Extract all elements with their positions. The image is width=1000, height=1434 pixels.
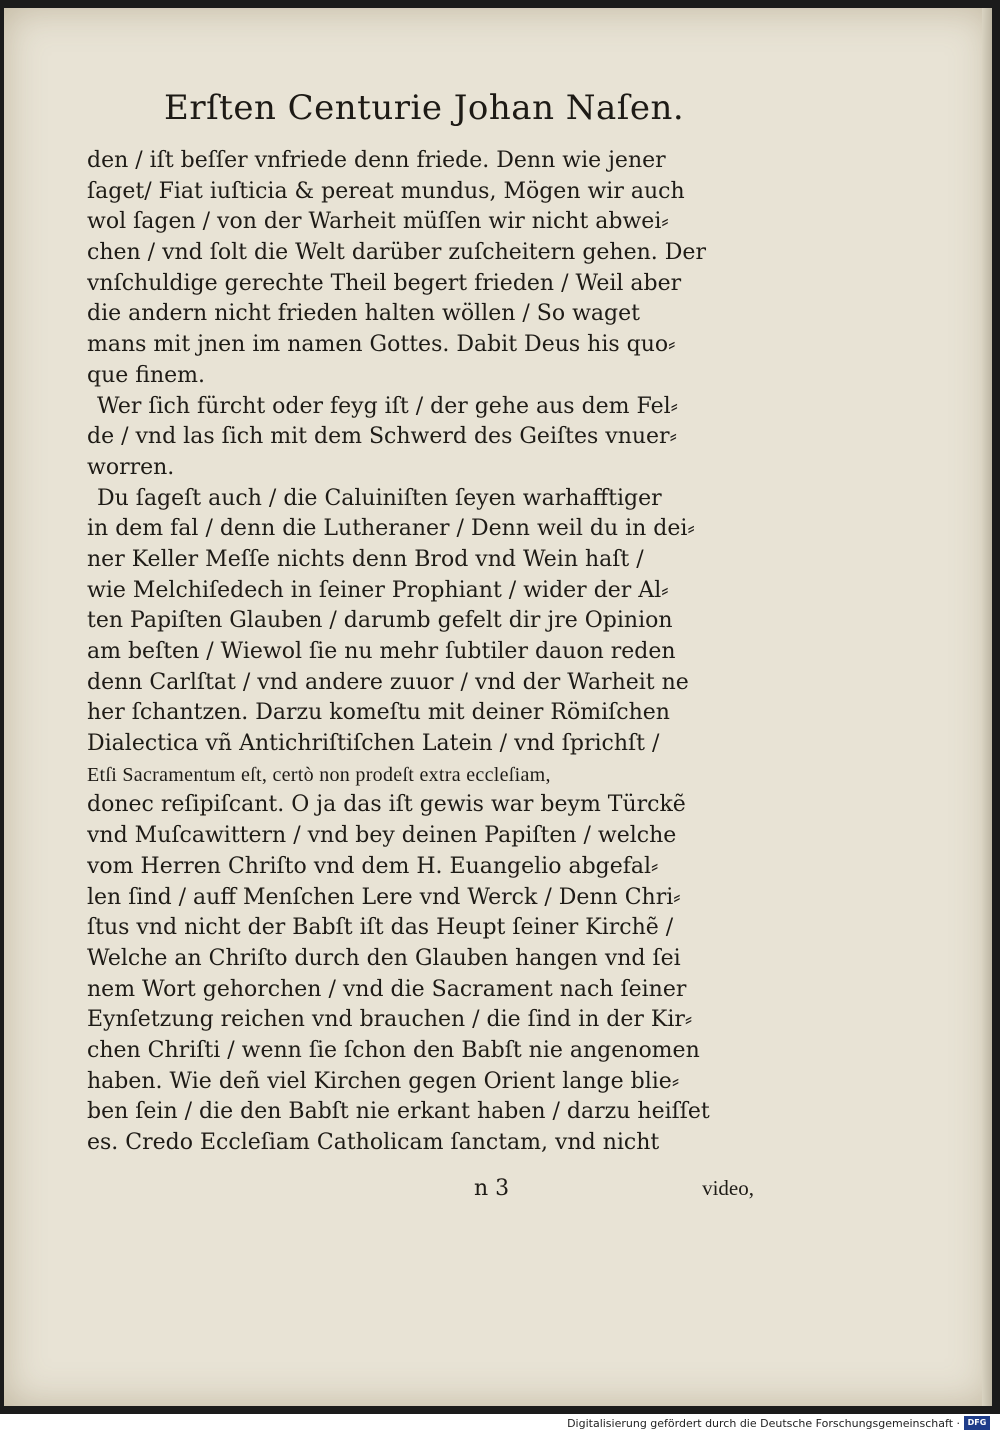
text-line: die andern nicht frieden halten wöllen / So waget [87,301,640,327]
text-line: in dem fal / denn die Lutheraner / Denn weil du in dei⸗ [87,516,695,542]
book-page [4,8,992,1406]
text-line: Eynſetzung reichen vnd brauchen / die ſind in der Kir⸗ [87,1007,693,1033]
signature-mark: n 3 [474,1176,510,1201]
body-text [87,146,747,1159]
text-line: den / iſt beſſer vnfriede denn friede. Denn wie jener [87,148,666,173]
text-line: her ſchantzen. Darzu komeſtu mit deiner Römiſchen [87,700,670,726]
text-line: chen / vnd ſolt die Welt darüber zuſcheitern gehen. Der [87,240,706,266]
text-line: ben ſein / die den Babſt nie erkant haben / darzu heiſſet [87,1099,710,1125]
text-line: wol ſagen / von der Warheit müſſen wir nicht abwei⸗ [87,209,669,235]
page-footer-marks [474,1176,754,1206]
text-line: ſaget/ Fiat iuſticia & pereat mundus, Mögen wir auch [87,178,685,204]
running-head: Erſten Centurie Johan Naſen. [164,88,685,128]
text-line: ten Papiſten Glauben / darumb gefelt dir jre Opinion [87,608,673,634]
funding-credit: Digitalisierung gefördert durch die Deutsche Forschungsgemeinschaft · [567,1417,960,1430]
text-line: Dialectica vñ Antichriſtiſchen Latein / vnd ſprichſt / [87,731,660,757]
dfg-logo-icon[interactable]: DFG [964,1416,990,1430]
credit-bar [0,1414,1000,1434]
text-line: es. Credo Eccleſiam Catholicam ſanctam, vnd nicht [87,1130,660,1155]
text-line: donec reſipiſcant. O ja das iſt gewis war beym Türckẽ [87,792,686,818]
text-line: Wer ſich fürcht oder feyg iſt / der gehe aus dem Fel⸗ [97,393,678,419]
text-line: vom Herren Chriſto vnd dem H. Euangelio abgefal⸗ [87,853,659,879]
text-line: am beſten / Wiewol ſie nu mehr ſubtiler dauon reden [87,639,676,664]
text-line: len ſind / auff Menſchen Lere vnd Werck / Denn Chri⸗ [87,884,681,910]
text-line: chen Chriſti / wenn ſie ſchon den Babſt nie angenomen [87,1037,700,1063]
page-edge [982,8,992,1406]
text-line: haben. Wie deñ viel Kirchen gegen Orient lange blie⸗ [87,1068,680,1094]
text-line: ſtus vnd nicht der Babſt iſt das Heupt ſeiner Kirchẽ / [87,915,674,941]
text-line: mans mit jnen im namen Gottes. Dabit Deus his quo⸗ [87,332,676,358]
text-line: denn Carlſtat / vnd andere zuuor / vnd der Warheit ne [87,669,689,695]
catchword: video, [702,1176,754,1200]
text-line: vnſchuldige gerechte Theil begert frieden / Weil aber [87,270,682,296]
text-line: Du ſageſt auch / die Caluiniſten ſeyen warhafftiger [97,485,662,511]
text-line: que finem. [87,362,205,388]
text-line: Etſi Sacramentum eſt, certò non prodeſt extra eccleſiam, [87,763,551,786]
text-line: ner Keller Meſſe nichts denn Brod vnd Wein haſt / [87,546,644,572]
text-line: worren. [87,454,175,480]
text-line: vnd Muſcawittern / vnd bey deinen Papiſten / welche [87,823,677,849]
text-line: Welche an Chriſto durch den Glauben hangen vnd ſei [87,945,681,971]
text-line: wie Melchiſedech in ſeiner Prophiant / wider der Al⸗ [87,577,669,603]
text-line: de / vnd las ſich mit dem Schwerd des Geiſtes vnuer⸗ [87,424,677,450]
text-line: nem Wort gehorchen / vnd die Sacrament nach ſeiner [87,976,687,1002]
